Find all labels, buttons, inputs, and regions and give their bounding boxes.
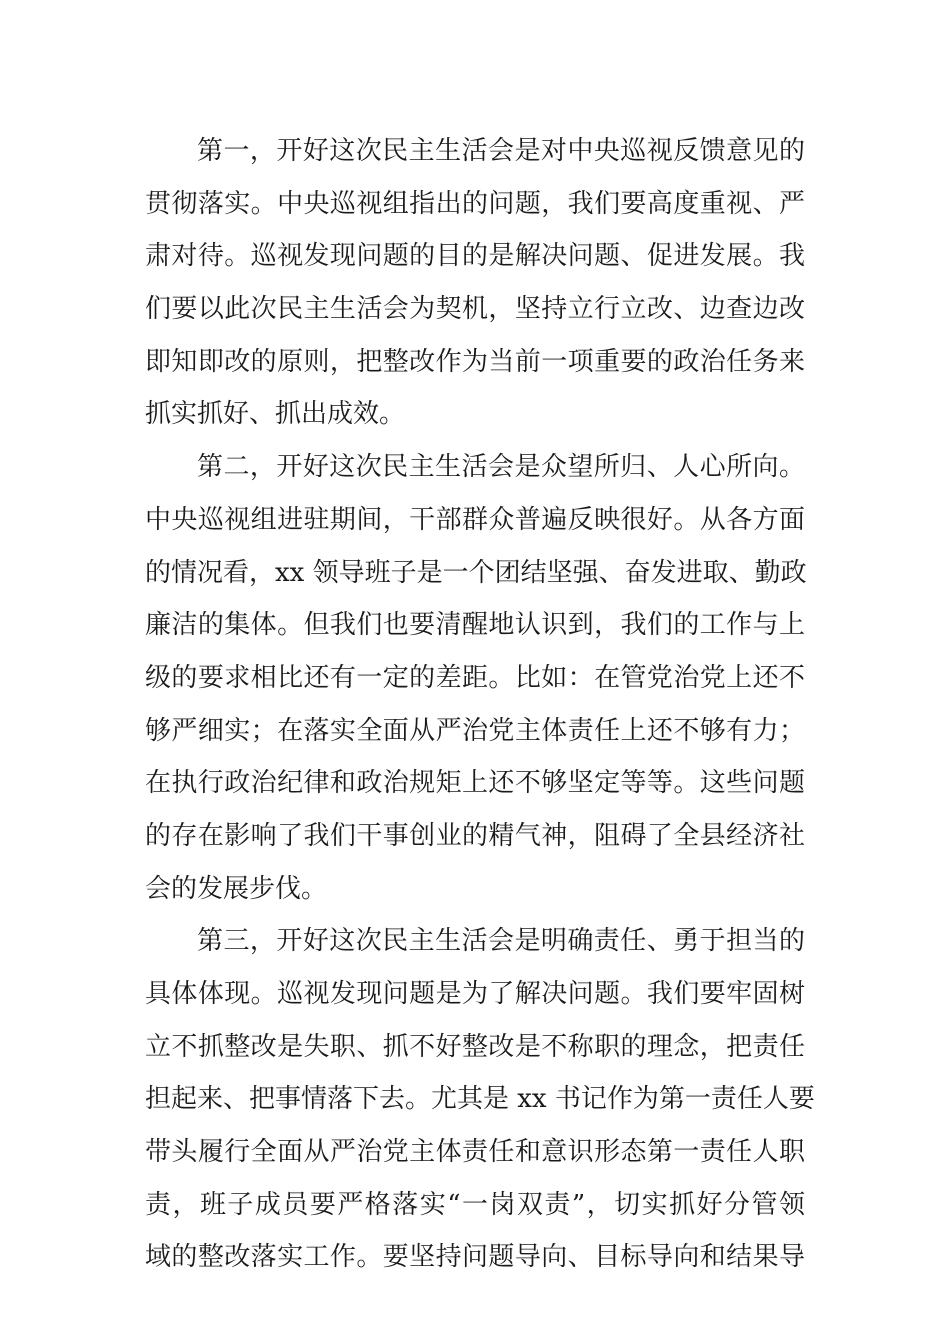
- paragraph-3-line-2: 具体体现。巡视发现问题是为了解决问题。我们要牢固树: [145, 979, 805, 1009]
- paragraph-1-line-3: 肃对待。巡视发现问题的目的是解决问题、促进发展。我: [145, 241, 805, 272]
- paragraph-2-line-3: 的情况看，xx 领导班子是一个团结坚强、奋发进取、勤政: [145, 557, 807, 588]
- body-text: [145, 125, 815, 1284]
- paragraph-3-line-3: 立不抓整改是失职、抓不好整改是不称职的理念，把责任: [145, 1031, 805, 1062]
- paragraph-2-line-4: 廉洁的集体。但我们也要清醒地认识到，我们的工作与上: [145, 610, 805, 641]
- paragraph-2-line-6: 够严细实；在落实全面从严治党主体责任上还不够有力；: [145, 715, 805, 746]
- paragraph-3-line-5: 带头履行全面从严治党主体责任和意识形态第一责任人职: [145, 1137, 805, 1168]
- paragraph-2-line-9: 会的发展步伐。: [145, 873, 328, 904]
- paragraph-2-line-2: 中央巡视组进驻期间，干部群众普遍反映很好。从各方面: [145, 504, 805, 535]
- paragraph-3-line-1: 第三，开好这次民主生活会是明确责任、勇于担当的: [197, 926, 805, 957]
- paragraph-1-line-5: 即知即改的原则，把整改作为当前一项重要的政治任务来: [145, 346, 805, 377]
- paragraph-1-line-1: 第一，开好这次民主生活会是对中央巡视反馈意见的: [197, 136, 805, 166]
- paragraph-1-line-2: 贯彻落实。中央巡视组指出的问题，我们要高度重视、严: [145, 188, 805, 219]
- paragraph-1-line-4: 们要以此次民主生活会为契机，坚持立行立改、边查边改: [145, 294, 805, 325]
- paragraph-1-line-6: 抓实抓好、抓出成效。: [145, 399, 406, 430]
- paragraph-2-line-8: 的存在影响了我们干事创业的精气神，阻碍了全县经济社: [145, 820, 805, 851]
- paragraph-3-line-4: 担起来、把事情落下去。尤其是 xx 书记作为第一责任人要: [145, 1084, 815, 1115]
- paragraph-2-line-7: 在执行政治纪律和政治规矩上还不够坚定等等。这些问题: [145, 768, 805, 799]
- paragraph-3-line-6: 责，班子成员要严格落实“一岗双责”，切实抓好分管领: [145, 1189, 805, 1220]
- paragraph-2-line-1: 第二，开好这次民主生活会是众望所归、人心所向。: [197, 452, 805, 483]
- paragraph-3-line-7: 域的整改落实工作。要坚持问题导向、目标导向和结果导: [145, 1242, 805, 1273]
- paragraph-2-line-5: 级的要求相比还有一定的差距。比如：在管党治党上还不: [145, 662, 805, 693]
